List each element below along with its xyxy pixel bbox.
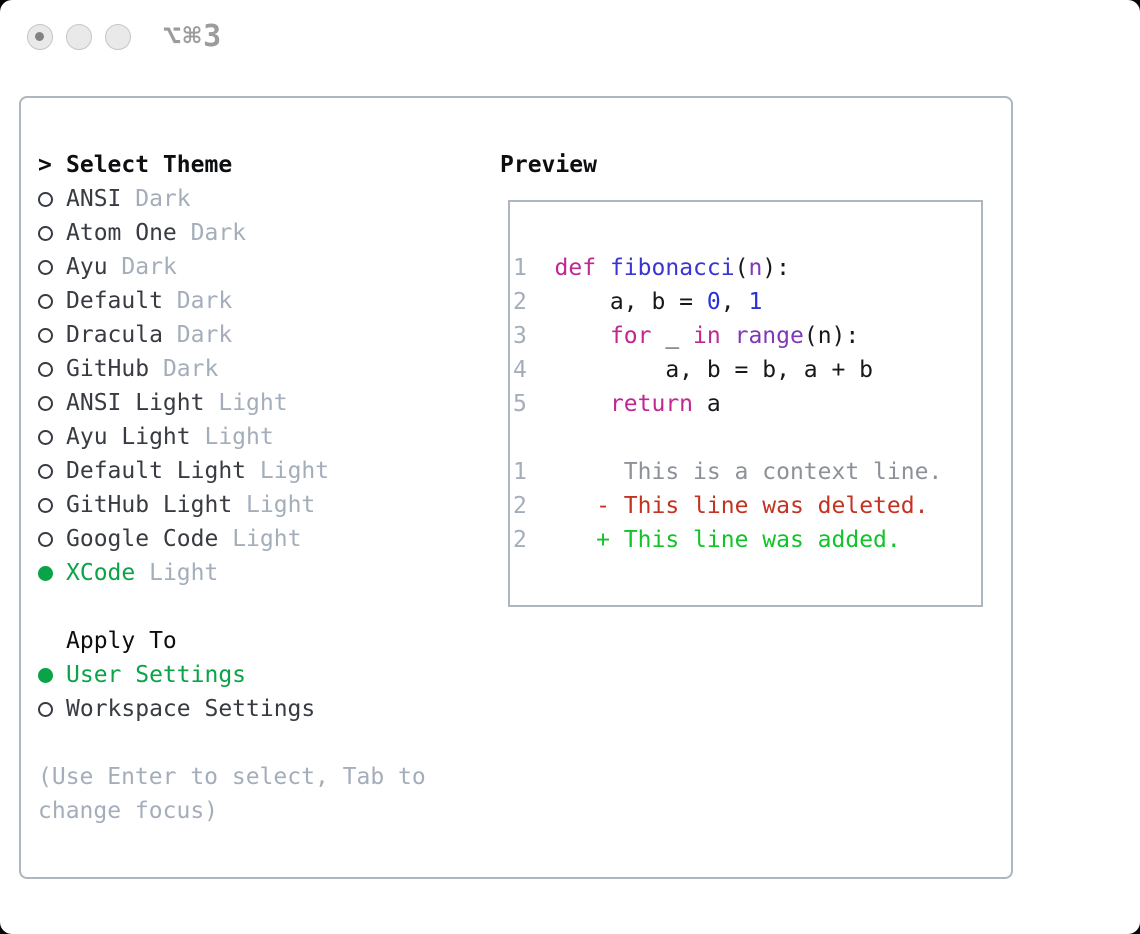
line-number: 1 (513, 459, 555, 485)
spacer (513, 421, 942, 455)
theme-name: Atom One (66, 220, 177, 246)
code-token-param: n (748, 255, 763, 281)
theme-variant: Light (246, 492, 316, 518)
code-token-plain: a, b = b, a + b (554, 357, 874, 383)
theme-name: Ayu (66, 254, 108, 280)
code-token-context: This is a context line. (554, 459, 943, 485)
left-list (38, 148, 426, 828)
radio-icon (38, 532, 53, 547)
radio-icon (38, 260, 53, 275)
diff-line (513, 489, 942, 523)
window-title: ⌥⌘3 (163, 19, 224, 54)
code-token-plain: a (693, 391, 721, 417)
apply-to-option[interactable] (38, 658, 426, 692)
radio-icon (38, 430, 53, 445)
theme-name: Ayu Light (66, 424, 191, 450)
code-line (513, 387, 942, 421)
code-token-plain (721, 323, 735, 349)
radio-selected-icon (38, 566, 53, 581)
traffic-light-dot-icon (35, 32, 44, 41)
radio-slot (38, 658, 66, 692)
theme-option[interactable] (38, 454, 426, 488)
theme-name: Default (66, 288, 163, 314)
line-number: 4 (513, 357, 555, 383)
radio-icon (38, 362, 53, 377)
radio-icon (38, 702, 53, 717)
theme-name: Google Code (66, 526, 219, 552)
radio-icon (38, 328, 53, 343)
theme-option[interactable] (38, 386, 426, 420)
code-token-deleted: - This line was deleted. (596, 493, 929, 519)
radio-slot (38, 488, 66, 522)
theme-option[interactable] (38, 488, 426, 522)
diff-line (513, 523, 942, 557)
theme-name: GitHub Light (66, 492, 233, 518)
radio-slot (38, 216, 66, 250)
radio-slot (38, 522, 66, 556)
titlebar (0, 0, 1140, 70)
radio-icon (38, 294, 53, 309)
line-number: 5 (513, 391, 555, 417)
traffic-light-zoom-button[interactable] (105, 24, 131, 50)
code-token-added: + This line was added. (596, 527, 901, 553)
radio-icon (38, 396, 53, 411)
radio-slot (38, 386, 66, 420)
traffic-light-minimize-button[interactable] (66, 24, 92, 50)
radio-slot (38, 318, 66, 352)
radio-slot (38, 284, 66, 318)
code-token-plain: a, b = (554, 289, 707, 315)
code-token-context (555, 527, 597, 553)
code-token-plain: ): (762, 255, 790, 281)
radio-icon (38, 226, 53, 241)
code-token-plain (555, 391, 610, 417)
code-token-plain (596, 255, 610, 281)
code-token-plain: (n): (803, 323, 860, 349)
code-token-param: range (734, 323, 804, 349)
radio-slot (38, 420, 66, 454)
select-theme-label: Select Theme (66, 152, 233, 178)
theme-variant: Light (218, 390, 288, 416)
code-token-fn: fibonacci (609, 255, 735, 281)
code-line (513, 285, 942, 319)
theme-option[interactable] (38, 556, 426, 590)
radio-slot (38, 556, 66, 590)
apply-to-option[interactable] (38, 692, 426, 726)
radio-selected-icon (38, 668, 53, 683)
select-theme-header (38, 148, 426, 182)
hint-line: change focus) (38, 798, 219, 824)
code-line (513, 319, 942, 353)
theme-name: Default Light (66, 458, 247, 484)
traffic-light-close-button[interactable] (27, 24, 53, 50)
code-line (513, 251, 942, 285)
radio-icon (38, 464, 53, 479)
code-token-kw: def (554, 255, 597, 281)
prompt-icon: > (38, 152, 52, 178)
radio-icon (38, 498, 53, 513)
theme-option[interactable] (38, 182, 426, 216)
theme-option[interactable] (38, 216, 426, 250)
theme-variant: Light (259, 458, 330, 484)
theme-name: ANSI (66, 186, 122, 212)
theme-variant: Light (204, 424, 274, 450)
code-token-kw: for (609, 323, 652, 349)
line-number: 1 (513, 255, 555, 281)
line-number: 2 (513, 289, 555, 315)
apply-to-label: Apply To (66, 628, 177, 654)
code-line (513, 353, 942, 387)
theme-variant: Dark (121, 254, 177, 280)
radio-icon (38, 192, 53, 207)
theme-option[interactable] (38, 420, 426, 454)
theme-variant: Light (149, 560, 219, 586)
code-token-context (555, 493, 597, 519)
code-token-plain: , (720, 289, 749, 315)
code-token-kw: return (609, 391, 694, 417)
radio-slot (38, 692, 66, 726)
theme-variant: Light (232, 526, 302, 552)
diff-line (513, 455, 942, 489)
code-preview (513, 251, 942, 557)
apply-to-header (38, 624, 426, 658)
preview-header: Preview (500, 152, 597, 178)
theme-name: ANSI Light (66, 390, 205, 416)
code-token-kw: in (693, 323, 721, 349)
radio-slot (38, 454, 66, 488)
theme-variant: Dark (135, 186, 191, 212)
line-number: 2 (513, 527, 555, 553)
spacer (38, 726, 426, 760)
theme-option[interactable] (38, 318, 426, 352)
theme-name: XCode (66, 560, 136, 586)
theme-name: GitHub (66, 356, 150, 382)
spacer (38, 590, 426, 624)
theme-variant: Dark (176, 288, 233, 314)
theme-option[interactable] (38, 284, 426, 318)
code-token-plain: _ (651, 323, 694, 349)
theme-option[interactable] (38, 352, 426, 386)
theme-name: Dracula (66, 322, 163, 348)
theme-option[interactable] (38, 250, 426, 284)
theme-variant: Dark (162, 356, 219, 382)
hint-line: (Use Enter to select, Tab to (38, 764, 426, 790)
line-number: 3 (513, 323, 555, 349)
radio-slot (38, 182, 66, 216)
code-token-plain: ( (734, 255, 749, 281)
theme-variant: Dark (190, 220, 247, 246)
line-number: 2 (513, 493, 555, 519)
theme-variant: Dark (176, 322, 233, 348)
code-token-number: 0 (706, 289, 721, 315)
apply-to-option-label: Workspace Settings (66, 696, 316, 722)
code-token-number: 1 (748, 289, 763, 315)
radio-slot (38, 250, 66, 284)
theme-option[interactable] (38, 522, 426, 556)
radio-slot (38, 352, 66, 386)
code-token-plain (555, 323, 610, 349)
apply-to-option-label: User Settings (66, 662, 247, 688)
